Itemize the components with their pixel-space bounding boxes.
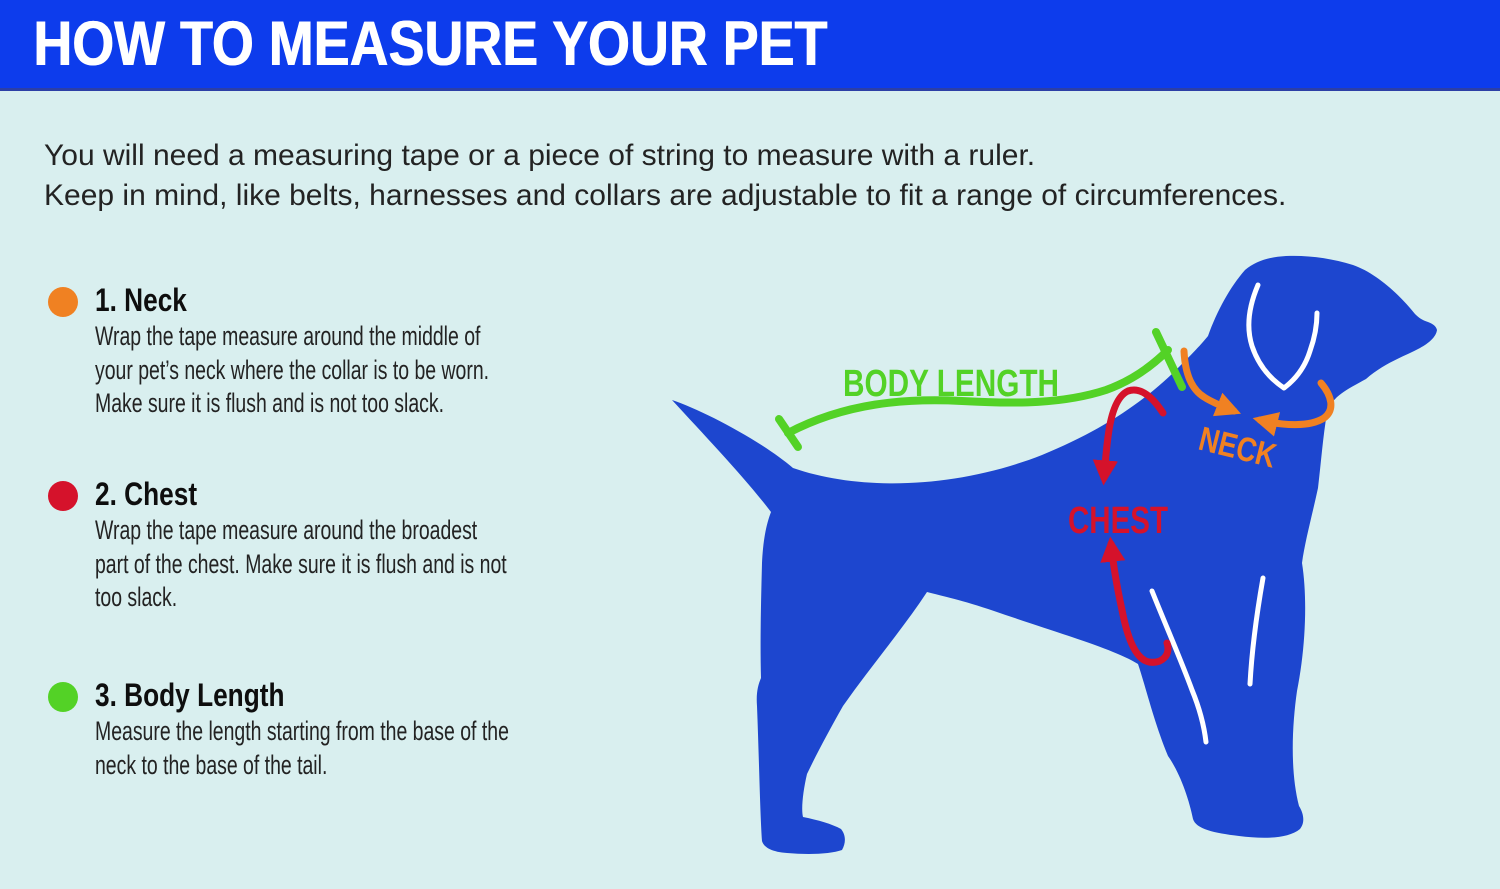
step-neck — [48, 282, 642, 421]
green-bullet-icon — [48, 682, 78, 712]
step-neck-body-line-3: Make sure it is flush and is not too slack. — [95, 388, 445, 418]
intro-line-1: You will need a measuring tape or a piece of string to measure with a ruler. — [44, 139, 1036, 172]
step-body-length-body — [95, 715, 509, 782]
step-chest — [48, 476, 667, 615]
step-chest-body-line-1: Wrap the tape measure around the broadest — [95, 515, 478, 545]
chest-label: CHEST — [1068, 500, 1168, 542]
step-body-length-text — [95, 677, 670, 782]
step-chest-body-line-2: part of the chest. Make sure it is flush and is not — [95, 548, 507, 579]
step-neck-body-line-1: Wrap the tape measure around the middle of — [95, 321, 481, 351]
step-chest-text — [95, 476, 667, 615]
orange-bullet-icon — [48, 287, 78, 317]
step-neck-text — [95, 282, 642, 421]
page-title: HOW TO MEASURE YOUR PET — [33, 9, 828, 79]
step-body-length — [48, 677, 670, 782]
body-length-label: BODY LENGTH — [843, 363, 1059, 405]
intro-line-2: Keep in mind, like belts, harnesses and collars are adjustable to fit a range of circumferences. — [44, 179, 1287, 212]
neck-label: NECK — [1195, 419, 1298, 481]
step-neck-body-line-2: your pet’s neck where the collar is to be worn. — [95, 354, 490, 385]
step-neck-title: 1. Neck — [95, 282, 187, 318]
header-banner — [0, 0, 1500, 91]
step-body-length-body-line-2: neck to the base of the tail. — [95, 749, 328, 780]
dog-measurement-diagram — [650, 230, 1500, 889]
step-body-length-title: 3. Body Length — [95, 677, 285, 713]
red-bullet-icon — [48, 481, 78, 511]
intro-text — [44, 136, 1286, 216]
step-neck-body — [95, 320, 489, 421]
step-chest-body-line-3: too slack. — [95, 582, 178, 612]
dog-silhouette — [672, 256, 1437, 854]
step-chest-title: 2. Chest — [95, 476, 198, 512]
step-chest-body — [95, 514, 507, 615]
step-body-length-body-line-1: Measure the length starting from the base of the — [95, 716, 509, 746]
